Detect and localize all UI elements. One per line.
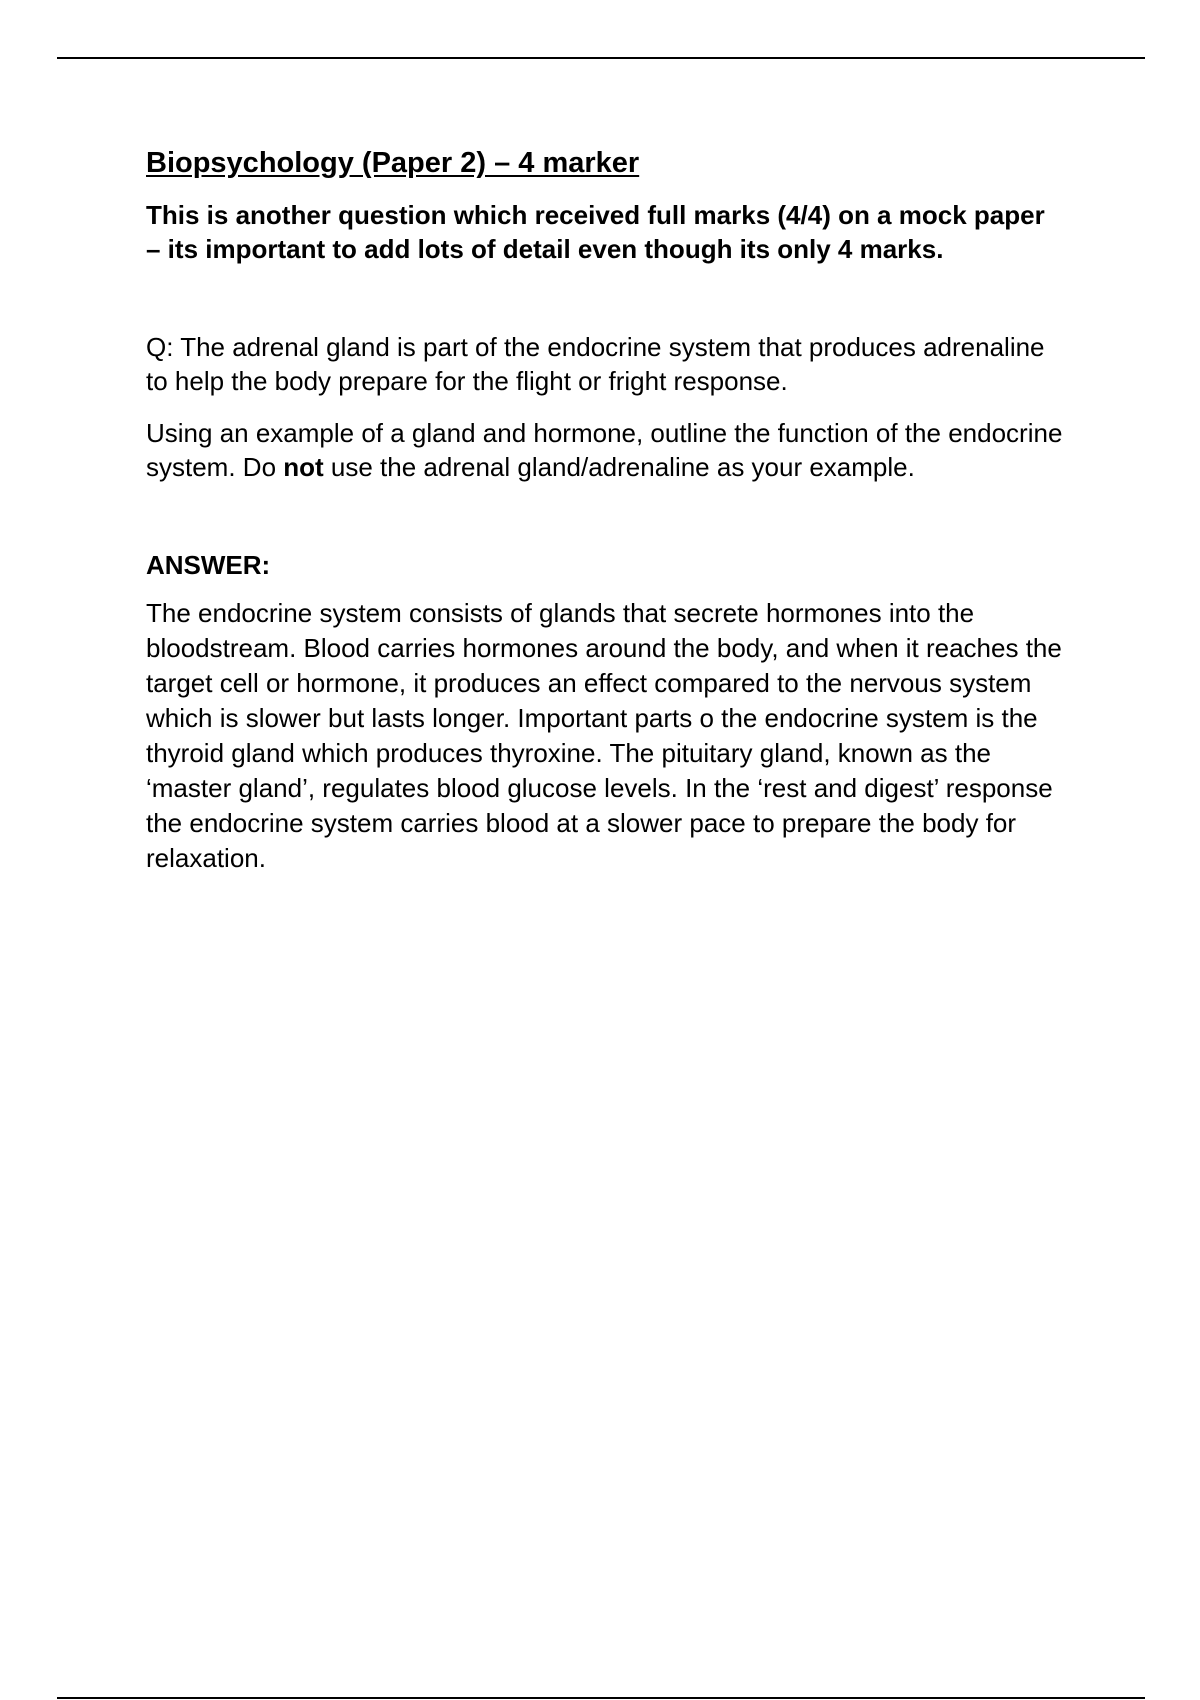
top-rule xyxy=(57,57,1145,59)
question-paragraph-2-start: Using an example of a gland and hormone, outline the function of the endocrine system. Do xyxy=(146,418,1063,482)
document-body xyxy=(146,146,1066,876)
question-emphasis-not: not xyxy=(283,452,324,482)
bottom-rule xyxy=(57,1697,1145,1699)
answer-text: The endocrine system consists of glands that secrete hormones into the bloodstream. Blood carries hormones around the body, and when it reaches the target cell or hormone, it produces an effect compared to the nervous system which is slower but lasts longer. Important parts o the endocrine system is the thyroid gland which produces thyroxine. The pituitary gland, known as the ‘master gland’, regulates blood glucose levels. In the ‘rest and digest’ response the endocrine system carries blood at a slower pace to prepare the body for relaxation. xyxy=(146,598,1062,873)
page-title: Biopsychology (Paper 2) – 4 marker xyxy=(146,147,640,179)
intro-text: This is another question which received full marks (4/4) on a mock paper – its important to add lots of detail even though its only 4 marks. xyxy=(146,200,1045,264)
question-paragraph-2-end: use the adrenal gland/adrenaline as your example. xyxy=(323,452,915,482)
question-paragraph-1: Q: The adrenal gland is part of the endocrine system that produces adrenaline to help the body prepare for the flight or fright response. xyxy=(146,332,1045,396)
answer-heading: ANSWER: xyxy=(146,550,271,580)
question-paragraph-2 xyxy=(146,416,1066,484)
